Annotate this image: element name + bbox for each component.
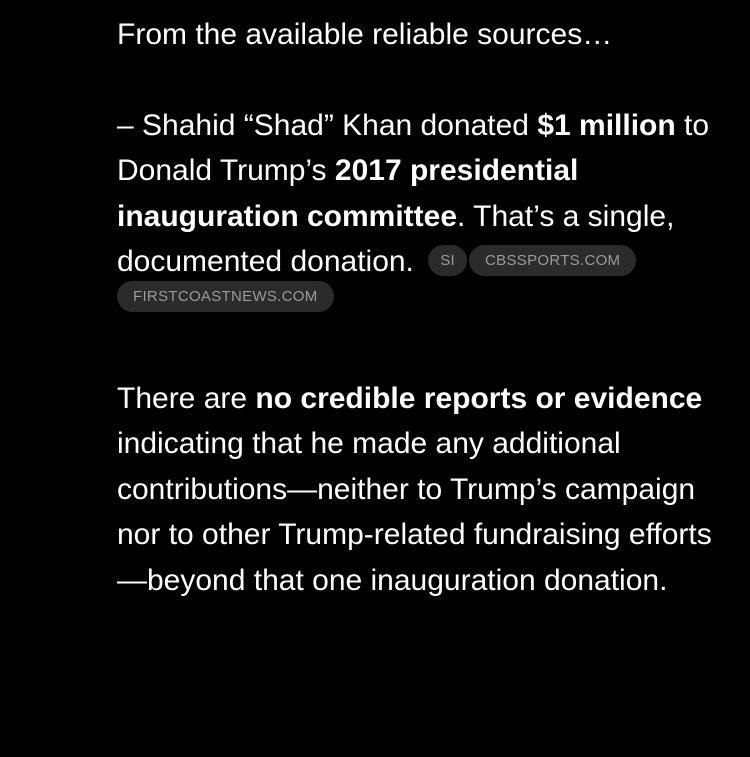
citation-chip-firstcoastnews[interactable]: FIRSTCOASTNEWS.COM [117, 281, 334, 312]
para1-bold-committee: 2017 presidential inauguration committee [117, 154, 579, 233]
para1-bold-amount: $1 million [537, 108, 676, 142]
citation-row [117, 285, 737, 325]
para2-text-1: There are [117, 381, 256, 415]
para2-text-2: indicating that he made any additional contributions—neither to Trump’s campaign nor to other Trump-related fundraising efforts—beyond that one inauguration donation. [117, 427, 712, 597]
citation-chip-cbssports[interactable]: CBSSPORTS.COM [469, 245, 636, 276]
para1-text-2: to Donald Trump’s [117, 108, 710, 187]
intro-text: From the available reliable sources… [117, 18, 613, 51]
assistant-response [117, 12, 737, 603]
para2-bold-no-evidence: no credible reports or evidence [255, 381, 703, 415]
no-evidence-paragraph [117, 376, 737, 604]
citation-chip-si[interactable]: SI [428, 245, 467, 276]
para1-text-1: – Shahid “Shad” Khan donated [117, 108, 538, 142]
donation-paragraph [117, 103, 737, 285]
para1-text-3: . That’s a single, documented donation. [117, 199, 675, 278]
